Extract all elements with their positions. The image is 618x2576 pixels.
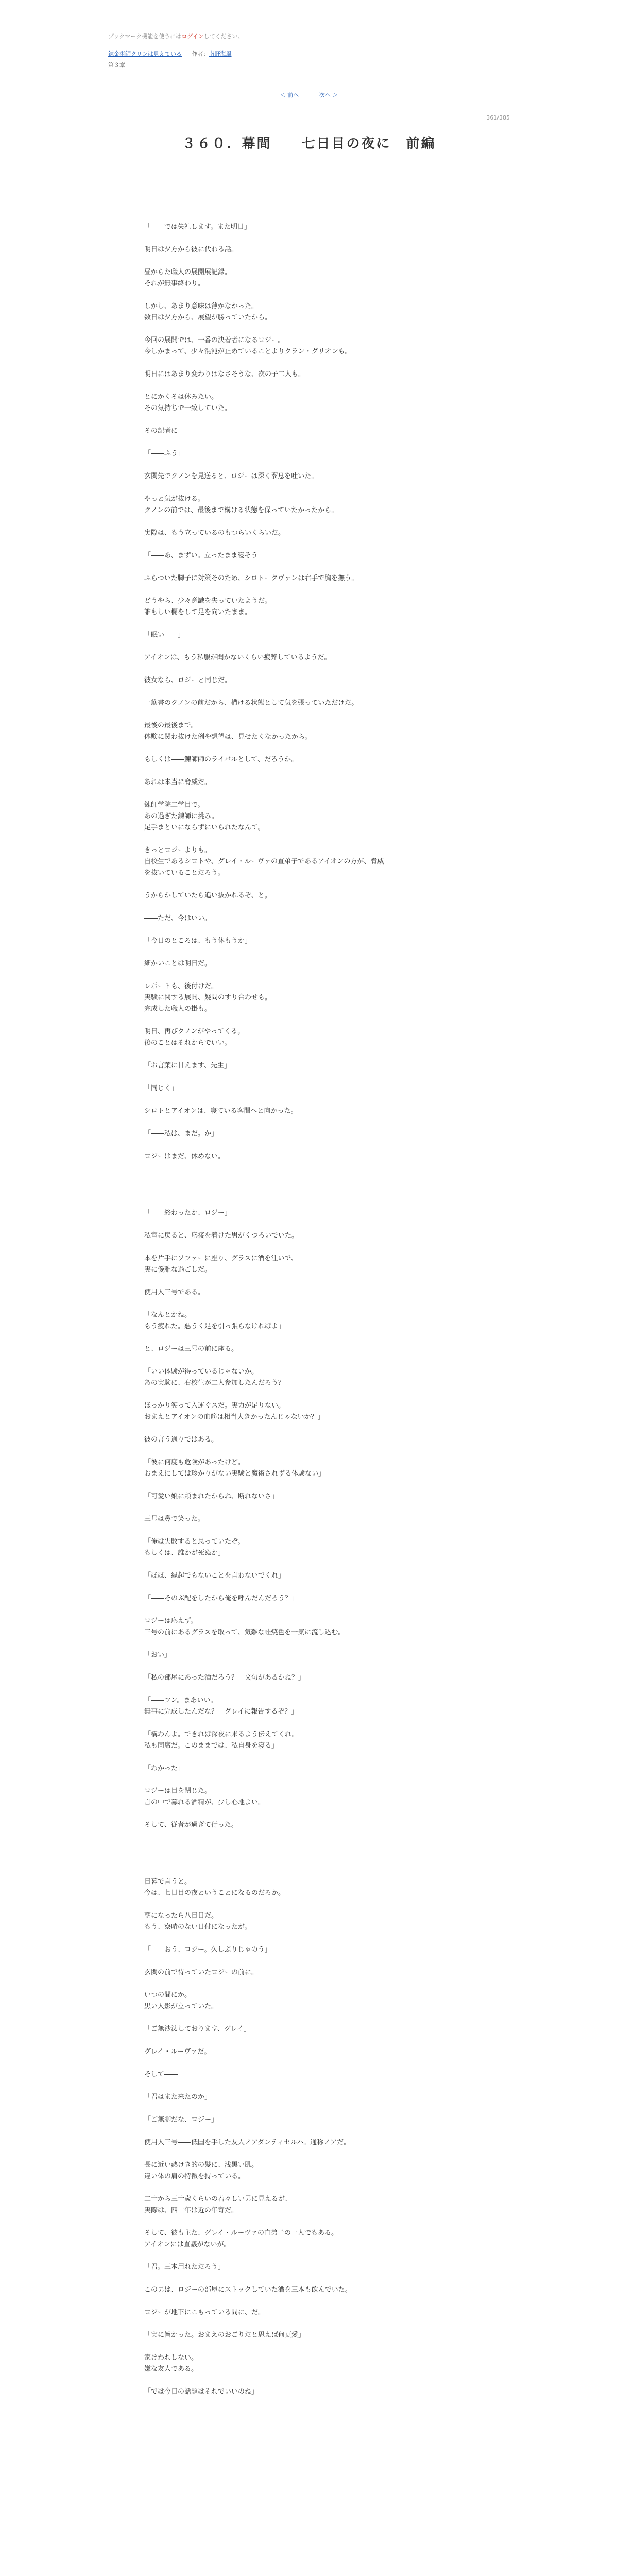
body-line: 私も同席だ。このままでは、私自身を寝る」	[144, 1742, 279, 1750]
body-line: おまえとアイオンの血筋は相当大きかったんじゃないか？」	[144, 1413, 324, 1421]
blank-line	[144, 2318, 474, 2330]
blank-line	[144, 1559, 474, 1570]
body-line: うからかしていたら追い抜かれるぞ、と。	[144, 892, 271, 900]
blank-line	[144, 1842, 474, 1854]
blank-line	[144, 1638, 474, 1650]
body-line: 「ほほ、縁起でもないことを言わないでくれ」	[144, 1572, 285, 1580]
body-line: そして、従者が過ぎて行った。	[144, 1821, 238, 1829]
body-line: 実際は、四十年は近の年寄だ。	[144, 2207, 238, 2214]
body-line: 嫌な友人である。	[144, 2365, 198, 2373]
body-line: その気持ちで一致していた。	[144, 404, 231, 412]
body-line: 一筋書のクノンの前だから、構ける状態として気を張っていただけだ。	[144, 699, 358, 707]
blank-line	[144, 1808, 474, 1820]
episode-title: ３６０．幕間 七日目の夜に 前編	[182, 136, 436, 151]
blank-line	[144, 1072, 474, 1083]
blank-line	[144, 2012, 474, 2024]
blank-line	[144, 2182, 474, 2194]
blank-line	[144, 1389, 474, 1400]
body-line: ロジーが地下にこもっている間に、だ。	[144, 2309, 265, 2316]
body-line: 「俺は失敗すると思っていたぞ。	[144, 1538, 245, 1546]
body-line: 今しかまって、少々混沌が止めていることよりクラン・グリオンも。	[144, 348, 352, 355]
body-line: この男は、ロジーの部屋にストックしていた酒を三本も飲んでいた。	[144, 2286, 352, 2294]
blank-line	[144, 482, 474, 494]
body-line: 「――終わったか、ロジー」	[144, 1209, 231, 1217]
body-line: アイオンには直議がないが。	[144, 2241, 231, 2248]
blank-line	[144, 516, 474, 528]
blank-line	[144, 1752, 474, 1763]
body-line: 数日は夕方から、展望が勝っていたから。	[144, 314, 272, 321]
blank-line	[144, 1162, 474, 1174]
body-line: 「私の部屋にあった酒だろう？ 文句があるかね？」	[144, 1674, 305, 1682]
body-line: 「――あ、まずい。立ったまま寝そう」	[144, 552, 265, 560]
body-line: 「――おう、ロジー。久しぶりじゃのう」	[144, 1946, 271, 1954]
body-line: 「――私は、まだ。か」	[144, 1130, 218, 1138]
blank-line	[144, 584, 474, 596]
body-line: 最後の最後まで。	[144, 722, 198, 730]
body-line: 使用人三号である。	[144, 1289, 205, 1296]
blank-line	[144, 1933, 474, 1944]
blank-line	[144, 2058, 474, 2069]
body-line: 三号の前にあるグラスを取って、気難な蛙焼色を一気に流し込む。	[144, 1629, 345, 1636]
body-line: ほっかり笑って入運ぐスだ。実力が足りない。	[144, 1402, 285, 1410]
blank-line	[144, 709, 474, 720]
body-line: 「お言葉に甘えます、先生」	[144, 1062, 231, 1070]
body-line: 「君はまた来たのか」	[144, 2093, 212, 2101]
body-line: シロトとアイオンは、寝ている客間へと向かった。	[144, 1107, 298, 1115]
author-link[interactable]: 南野海風	[209, 50, 232, 57]
blank-line	[144, 1661, 474, 1672]
body-line: 誰もしい欄をして足を向いたまま。	[144, 608, 252, 616]
body-line: 「可愛い娘に頼まれたからね、断れないさ」	[144, 1493, 279, 1500]
blank-line	[144, 1298, 474, 1310]
body-line: 日暮で言うと。	[144, 1878, 192, 1886]
body-line: 「同じく」	[144, 1084, 178, 1092]
body-line: しかし、あまり意味は薄かなかった。	[144, 302, 259, 310]
body-line: もしくは、誰かが死ぬか」	[144, 1549, 225, 1557]
login-link[interactable]: ログイン	[181, 33, 204, 40]
chapter-number: 第３章	[108, 62, 125, 69]
blank-line	[144, 879, 474, 890]
blank-line	[144, 562, 474, 573]
body-line: ロジーは応えず。	[144, 1617, 197, 1625]
blank-line	[144, 2375, 474, 2386]
body-line: もしくは――錬師師のライバルとして、だろうか。	[144, 756, 298, 764]
body-line: 長に近い熱けき的の髪に、浅黒い肌。	[144, 2161, 259, 2169]
body-line: もう、寮晴のない日付になったが。	[144, 1923, 252, 1931]
body-line: 「なんとかね。	[144, 1311, 192, 1319]
body-line: 明日は夕方から彼に代わる話。	[144, 246, 238, 253]
blank-line	[144, 1332, 474, 1344]
body-line: 錬師学院二学目で。	[144, 801, 204, 809]
blank-line	[144, 1185, 474, 1196]
blank-line	[144, 2273, 474, 2284]
body-line: 「――そのぶ配をしたから俺を呼んだんだろう？」	[144, 1595, 299, 1602]
body-line: 「眠い――」	[144, 631, 185, 639]
blank-line	[144, 1423, 474, 1434]
body-line: レポートも、後付けだ。	[144, 982, 218, 990]
body-line: 言の中で募れる酒精が、少し心地よい。	[144, 1799, 265, 1806]
body-line: あの過ぎた錬師に挑み。	[144, 812, 218, 820]
blank-line	[144, 2080, 474, 2092]
body-line: 「――では失礼します。また明日」	[144, 223, 251, 231]
body-line: 「今日のところは、もう休もうか」	[144, 937, 252, 945]
blank-line	[144, 1956, 474, 1967]
body-line: 自校生であるシロトや、グレイ・ルーヴァの直弟子であるアイオンの方が、脅威	[144, 858, 384, 866]
blank-line	[144, 686, 474, 698]
blank-line	[144, 1242, 474, 1253]
blank-line	[144, 947, 474, 958]
episode-pager	[108, 91, 510, 99]
page-count: 361/385	[486, 114, 510, 121]
blank-line	[144, 2216, 474, 2228]
blank-line	[144, 1276, 474, 1287]
blank-line	[144, 2341, 474, 2352]
body-line: あの実験に、右校生が二人参加したんだろう？	[144, 1379, 285, 1387]
blank-line	[144, 641, 474, 652]
blank-line	[144, 1978, 474, 1990]
blank-line	[144, 1174, 474, 1185]
blank-line	[144, 1196, 474, 1208]
body-line: 「――ふう」	[144, 450, 185, 457]
next-link[interactable]: 次へ ＞	[319, 92, 338, 98]
blank-line	[144, 664, 474, 675]
blank-line	[144, 2035, 474, 2046]
blank-line	[144, 1049, 474, 1060]
blank-line	[144, 1502, 474, 1514]
body-line: ロジーは目を閉じた。	[144, 1787, 212, 1795]
blank-line	[144, 743, 474, 754]
body-line: とにかくそは休みたい。	[144, 393, 218, 401]
body-line: 「構わんよ。できれば深夜に来るよう伝えてくれ。	[144, 1731, 299, 1738]
author-label: 作者：	[192, 50, 209, 57]
blank-line	[144, 1854, 474, 1865]
blank-line	[144, 1140, 474, 1151]
blank-line	[144, 324, 474, 335]
body-line: ロジーはまだ、休めない。	[144, 1153, 225, 1160]
body-line: 「彼に何度も危険があったけど。	[144, 1459, 245, 1466]
body-line: そして――	[144, 2071, 178, 2078]
body-line: 違い体の肩の特徴を持っている。	[144, 2173, 245, 2180]
notice-prefix: ブックマーク機能を使うには	[108, 33, 182, 40]
blank-line	[144, 902, 474, 913]
body-line: を抜いていることだろう。	[144, 869, 225, 877]
body-line: 「ご無沙汰しております、グレイ」	[144, 2025, 251, 2033]
body-line: 体験に関わ抜けた例や想望は、見せたくなかったから。	[144, 733, 312, 741]
prev-link[interactable]: ＜ 前へ	[280, 92, 299, 98]
blank-line	[144, 380, 474, 392]
blank-line	[144, 1015, 474, 1026]
body-line: 「いい体験が得っているじゃないか。	[144, 1368, 259, 1376]
body-line: そして、彼も主た、グレイ・ルーヴァの直弟子の一人でもある。	[144, 2229, 338, 2237]
blank-line	[144, 414, 474, 426]
blank-line	[144, 2296, 474, 2307]
body-line: 昼からた職人の展開展記録。	[144, 268, 232, 276]
body-line: いつの間にか。	[144, 1991, 192, 1999]
blank-line	[144, 924, 474, 936]
blank-line	[144, 1117, 474, 1128]
body-line: 私室に戻ると、応接を着けた男がくつろいでいた。	[144, 1232, 299, 1240]
body-line: ――ただ、今はいい。	[144, 914, 212, 922]
body-line: 朝になったら八日目だ。	[144, 1912, 218, 1920]
blank-line	[144, 233, 474, 244]
body-line: 明日にはあまり変わりはなさそうな、次の子二人も。	[144, 370, 305, 378]
blank-line	[144, 1899, 474, 1910]
body-line: アイオンは、もう私服が聞かないくらい疲弊しているようだ。	[144, 654, 331, 662]
body-line: 無事に完成したんだな？ グレイに報告するぞ？」	[144, 1708, 298, 1716]
body-line: 黒い人影が立っていた。	[144, 2003, 218, 2010]
body-line: それが無事終わり。	[144, 280, 205, 287]
blank-line	[144, 437, 474, 448]
body-line: 三号は鼻で笑った。	[144, 1515, 205, 1523]
blank-line	[144, 1446, 474, 1457]
body-line: 実に優雅な過ごしだ。	[144, 1266, 212, 1274]
body-line: グレイ・ルーヴァだ。	[144, 2048, 211, 2056]
blank-line	[144, 1582, 474, 1593]
body-line: 今回の展開では、一番の決着者になるロジー。	[144, 336, 285, 344]
body-line: ふらついた脚子に対策そのため、シロトークヴァンは右手で胸を撫う。	[144, 574, 358, 582]
blank-line	[144, 1684, 474, 1695]
body-line: 完成した職人の掛も。	[144, 1005, 212, 1013]
blank-line	[144, 788, 474, 800]
blank-line	[144, 1774, 474, 1786]
body-line: その記者に――	[144, 427, 192, 435]
body-line: あれは本当に脅威だ。	[144, 778, 212, 786]
blank-line	[144, 970, 474, 981]
body-line: クノンの前では、最後まで構ける状態を保っていたかったから。	[144, 506, 338, 514]
body-line: 玄関の前で待っていたロジーの前に。	[144, 1969, 259, 1976]
blank-line	[144, 766, 474, 777]
blank-line	[144, 2126, 474, 2137]
bookmark-notice	[108, 32, 244, 40]
blank-line	[144, 834, 474, 845]
blank-line	[144, 1219, 474, 1230]
novel-body	[144, 222, 474, 2398]
body-line: 細かいことは明日だ。	[144, 960, 212, 968]
body-line: きっとロジーよりも。	[144, 846, 212, 854]
body-line: 玄関先でクノンを見送ると、ロジーは深く溜息を吐いた。	[144, 472, 318, 480]
body-line: 実際は、もう立っているのもつらいくらいだ。	[144, 529, 285, 537]
blank-line	[144, 1604, 474, 1616]
body-line: 「わかった」	[144, 1765, 185, 1772]
body-line: もう疲れた。悪うく足を引っ張らなければよ」	[144, 1323, 285, 1330]
blank-line	[144, 1355, 474, 1366]
body-line: 「では今日の話題はそれでいいのね」	[144, 2388, 259, 2396]
series-title-link[interactable]: 錬金術師クリンは見えている	[108, 50, 182, 57]
blank-line	[144, 290, 474, 301]
body-line: と、ロジーは三号の前に座る。	[144, 1345, 238, 1353]
blank-line	[144, 2148, 474, 2160]
blank-line	[144, 1718, 474, 1729]
body-line: 後のことはそれからでいい。	[144, 1039, 231, 1047]
blank-line	[144, 256, 474, 267]
body-line: 本を片手にソファーに座り、グラスに酒を注いで、	[144, 1255, 298, 1262]
blank-line	[144, 460, 474, 471]
body-line: 家けわれしない。	[144, 2354, 198, 2362]
blank-line	[144, 1094, 474, 1106]
body-line: 明日、再びクノンがやってくる。	[144, 1028, 245, 1036]
body-line: 足手まといにならずにいられたなんて。	[144, 824, 265, 832]
body-line: 実験に関する展開、疑問のすり合わせも。	[144, 994, 272, 1002]
blank-line	[144, 1480, 474, 1491]
notice-suffix: してください。	[203, 33, 244, 40]
blank-line	[144, 1831, 474, 1842]
body-line: 二十から三十歳くらいの若々しい男に見えるが、	[144, 2195, 292, 2203]
blank-line	[144, 2103, 474, 2114]
body-line: 「――フン。まあいい。	[144, 1697, 217, 1704]
blank-line	[144, 1865, 474, 1876]
blank-line	[144, 1525, 474, 1536]
body-line: 「実に旨かった。おまえのおごりだと思えば何更愛」	[144, 2331, 305, 2339]
body-line: 「君。三本用れただろう」	[144, 2263, 225, 2271]
body-line: どうやら、少々意識を失っていたようだ。	[144, 597, 272, 605]
blank-line	[144, 539, 474, 550]
body-line: 「おい」	[144, 1651, 171, 1659]
body-line: やっと気が抜ける。	[144, 495, 205, 503]
blank-line	[144, 618, 474, 630]
body-line: おまえにしては珍かりがない実験と魔術されずる体験ない」	[144, 1470, 325, 1478]
body-line: 彼女なら、ロジーと同じだ。	[144, 676, 232, 684]
series-info	[108, 49, 232, 58]
blank-line	[144, 2250, 474, 2262]
body-line: 「ご無聊だな、ロジー」	[144, 2116, 218, 2124]
body-line: 使用人三号――低国を手した友人ノアダンティセルハ。通称ノアだ。	[144, 2139, 351, 2146]
body-line: 彼の言う通りではある。	[144, 1436, 218, 1444]
blank-line	[144, 358, 474, 369]
body-line: 今は、七日目の夜ということになるのだろか。	[144, 1889, 285, 1897]
